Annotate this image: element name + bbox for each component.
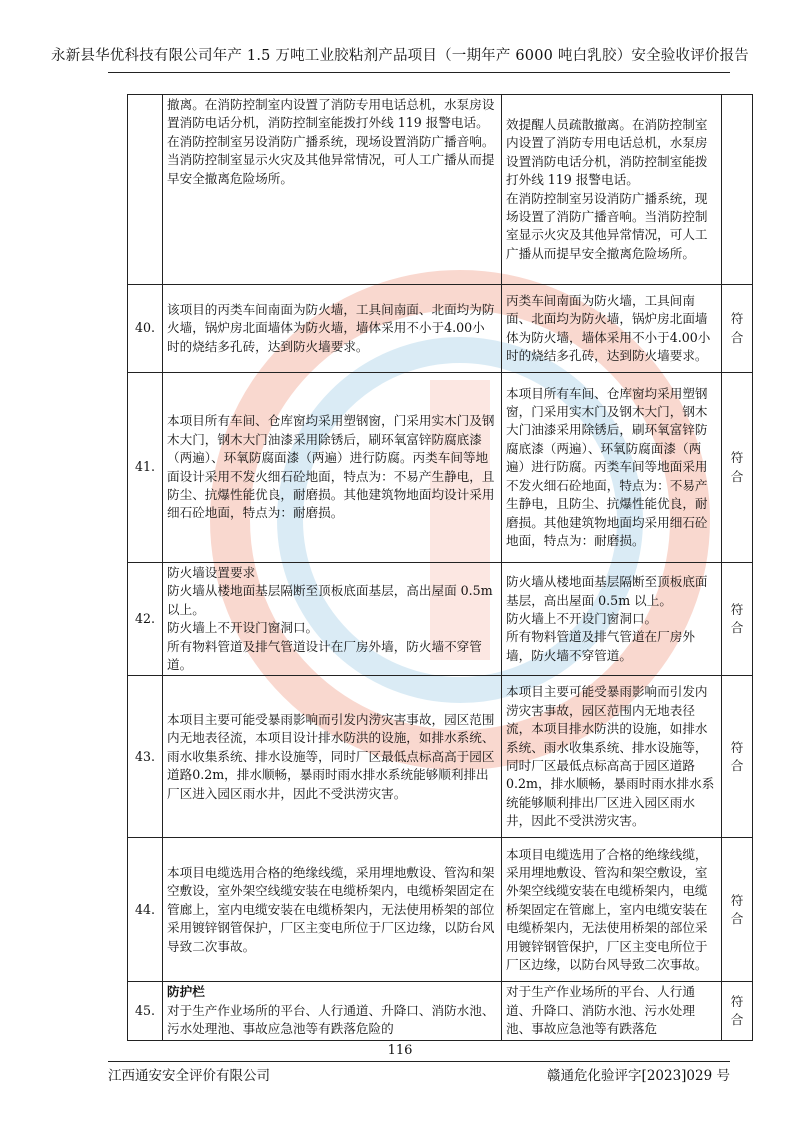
actual-cell [502,285,722,373]
requirement-text: 该项目的丙类车间南面为防火墙，工具间南面、北面均为防火墙，锅炉房北面墙体为防火墙，墙体采用不小于4.00小时的烧结多孔砖，达到防火墙要求。 [167,301,495,354]
header-rule [108,72,730,73]
table-row [128,373,753,563]
actual-text: 本项目电缆选用了合格的绝缘线缆，采用埋地敷设、管沟和架空敷设，室外架空线缆安装在电缆桥架内，电缆桥架固定在管廊上，室内电缆安装在电缆桥架内，无法使用桥架的部位采用镀锌钢管保护，厂区主变电所位于厂区边缘，以防台风导致二次事故。 [506,846,708,972]
requirement-cell [163,563,502,676]
result-cell: 符合 [722,982,753,1040]
requirement-text: 防火墙从楼地面基层隔断至顶板底面基层，高出屋面 0.5m 以上。 [167,583,493,617]
requirement-text: 本项目主要可能受暴雨影响而引发内涝灾害事故，园区范围内无地表径流，本项目设计排水防洪的设施，如排水系统、雨水收集系统、排水设施等，同时厂区最低点标高高于园区道路0.2m，排水顺畅，暴雨时雨水排水系统能够顺利排出厂区进入园区雨水井，因此不受洪涝灾害。 [167,711,495,801]
row-number: 40. [128,285,163,373]
requirement-cell [163,285,502,373]
requirement-text: 本项目电缆选用合格的绝缘线缆，采用埋地敷设、管沟和架空敷设，室外架空线缆安装在电缆桥架内，电缆桥架固定在管廊上，室内电缆安装在电缆桥架内，无法使用桥架的部位采用镀锌钢管保护，厂区主变电所位于厂区边缘，以防台风导致二次事故。 [167,864,495,954]
requirement-cell [163,676,502,838]
row-number: 43. [128,676,163,838]
result-cell: 符合 [722,563,753,676]
table-row [128,285,753,373]
requirement-text: 防火墙设置要求 [167,565,256,580]
actual-text: 丙类车间南面为防火墙，工具间南面、北面均为防火墙，锅炉房北面墙体为防火墙，墙体采用不小于4.00小时的烧结多孔砖，达到防火墙要求。 [506,292,711,363]
requirement-text: 在消防控制室另设消防广播系统，现场设置消防广播音响。当消防控制室显示火灾及其他异常情况，可人工广播从而提早安全撤离危险场所。 [167,133,495,186]
footer-report-number: 赣通危化验评字[2023]029 号 [547,1068,730,1084]
requirement-text: 对于生产作业场所的平台、人行通道、升降口、消防水池、污水处理池、事故应急池等有跌落危险的 [167,1002,495,1037]
page-header-title: 永新县华优科技有限公司年产 1.5 万吨工业胶粘剂产品项目（一期年产 6000 吨白乳胶）安全验收评价报告 [51,48,749,64]
requirement-cell [163,373,502,563]
table-row [128,95,753,285]
footer-rule [108,1061,730,1062]
footer-company: 江西通安安全评价有限公司 [108,1068,270,1084]
actual-cell [502,373,722,563]
requirement-text: 所有物料管道及排气管道设计在厂房外墙，防火墙不穿管道。 [167,638,482,673]
actual-text: 防火墙上不开设门窗洞口。 [506,611,658,627]
actual-text: 本项目主要可能受暴雨影响而引发内涝灾害事故，园区范围内无地表径流，本项目排水防洪的设施，如排水系统、雨水收集系统、排水设施等，同时厂区最低点标高高于园区道路0.2m，排水顺畅，暴雨时雨水排水系统能够顺利排出厂区进入园区雨水井，因此不受洪涝灾害。 [506,684,715,829]
table-row [128,563,753,676]
actual-text: 效提醒人员疏散撤离。在消防控制室内设置了消防专用电话总机，水泵房设置消防电话分机，消防控制室能拨打外线 119 报警电话。 [506,116,708,188]
actual-cell [502,95,722,285]
requirement-cell [163,838,502,982]
evaluation-table [127,94,753,1041]
requirement-text: 防火墙上不开设门窗洞口。 [167,620,319,636]
actual-cell [502,982,722,1040]
row-number: 41. [128,373,163,563]
actual-cell [502,563,722,676]
row-number: 42. [128,563,163,676]
row-number: 44. [128,838,163,982]
actual-text: 对于生产作业场所的平台、人行通道、升降口、消防水池、污水处理池、事故应急池等有跌落危 [506,984,695,1037]
row-number: 45. [128,982,163,1040]
actual-text: 本项目所有车间、仓库窗均采用塑钢窗，门采用实木门及钢木大门，钢木大门油漆采用除锈后，刷环氧富锌防腐底漆（两遍）、环氧防腐面漆（两遍）进行防腐。丙类车间等地面采用不发火细石砼地面，特点为：不易产生静电，且防尘、抗爆性能优良，耐磨损。其他建筑物地面均采用细石砼地面，特点为：耐磨损。 [506,385,708,548]
table-row [128,838,753,982]
requirement-cell [163,982,502,1040]
table-row [128,982,753,1040]
actual-text: 防火墙从楼地面基层隔断至顶板底面基层，高出屋面 0.5m 以上。 [506,574,708,608]
requirement-heading: 防护栏 [167,984,205,1000]
actual-text: 在消防控制室另设消防广播系统，现场设置了消防广播音响。当消防控制室显示火灾及其他异常情况，可人工广播从而提早安全撤离危险场所。 [506,190,708,261]
result-cell: 符合 [722,373,753,563]
actual-text: 所有物料管道及排气管道在厂房外墙，防火墙不穿管道。 [506,629,695,663]
result-cell [722,95,753,285]
page-number: 116 [387,1043,413,1058]
row-number [128,95,163,285]
actual-cell [502,676,722,838]
requirement-text: 撤离。在消防控制室内设置了消防专用电话总机，水泵房设置消防电话分机，消防控制室能拨打外线 119 报警电话。 [167,97,495,131]
result-cell: 符合 [722,838,753,982]
requirement-cell [163,95,502,285]
table-row [128,676,753,838]
actual-cell [502,838,722,982]
result-cell: 符合 [722,285,753,373]
requirement-text: 本项目所有车间、仓库窗均采用塑钢窗，门采用实木门及钢木大门，钢木大门油漆采用除锈后，刷环氧富锌防腐底漆（两遍）、环氧防腐面漆（两遍）进行防腐。丙类车间等地面设计采用不发火细石砼地面，特点为：不易产生静电，且防尘、抗爆性能优良，耐磨损。其他建筑物地面均设计采用细石砼地面，特点为：耐磨损。 [167,413,495,521]
result-cell: 符合 [722,676,753,838]
